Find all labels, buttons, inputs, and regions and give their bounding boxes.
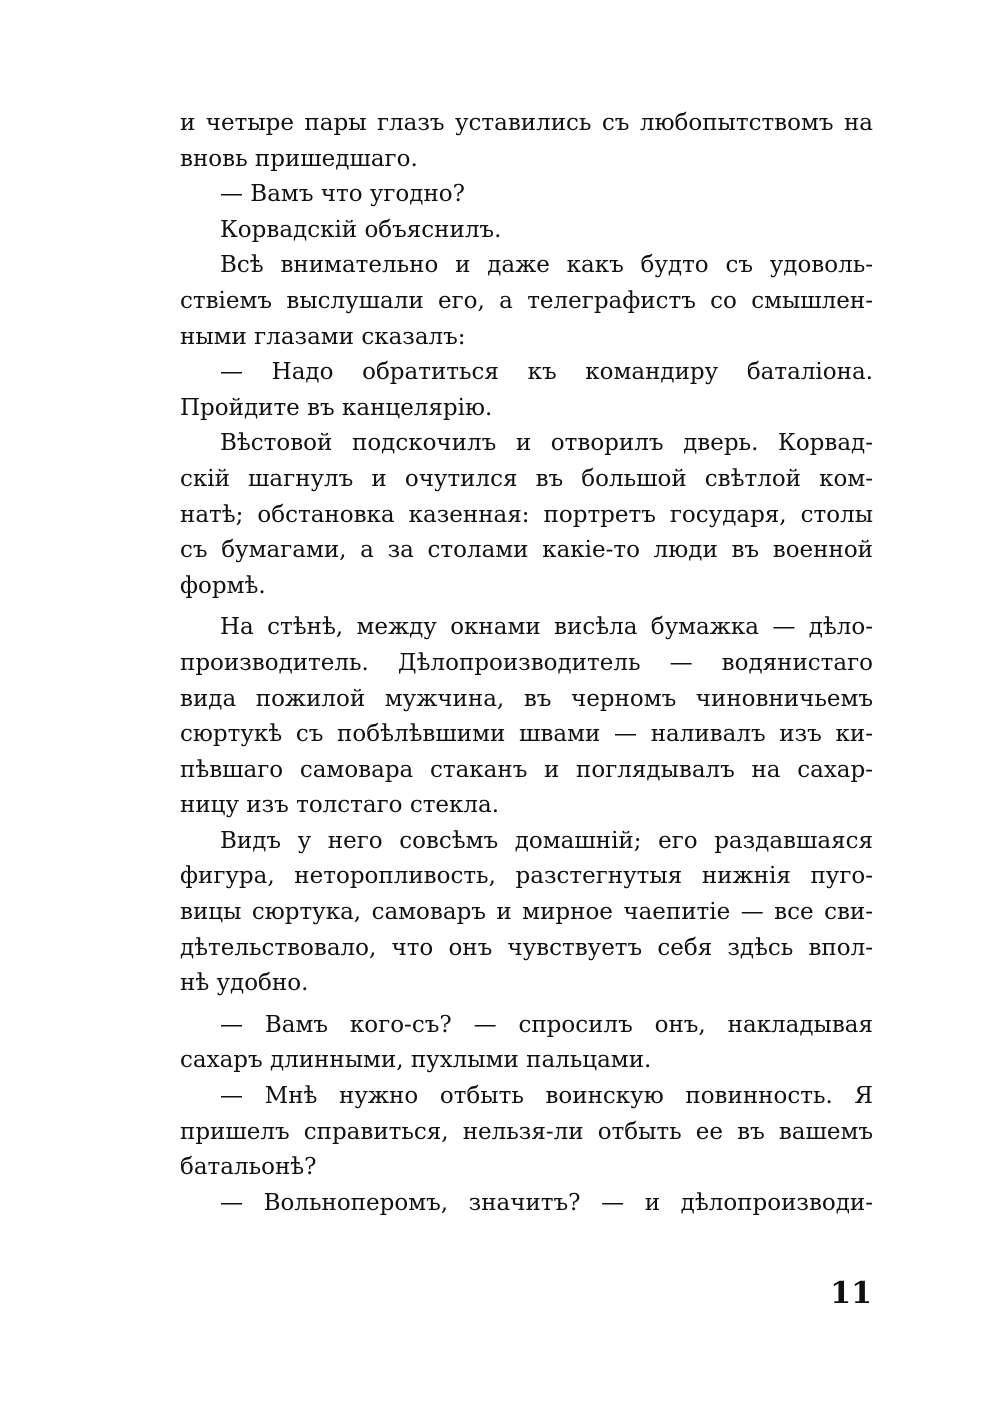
page-number: 11 — [830, 1276, 872, 1311]
text-line: вновь пришедшаго. — [180, 145, 418, 172]
text-line: — Вамъ кого-съ? — спросилъ онъ, накладывая — [220, 1011, 873, 1038]
text-line: Вѣстовой подскочилъ и отворилъ дверь. Корвад- — [220, 430, 873, 457]
text-line: съ бумагами, а за столами какіе-то люди въ военной — [180, 537, 873, 564]
text-line: — Мнѣ нужно отбыть воинскую повинность. Я — [220, 1083, 873, 1110]
page-text — [180, 106, 873, 1221]
text-line: Всѣ внимательно и даже какъ будто съ удоволь- — [220, 252, 873, 279]
text-line: — Вольноперомъ, значитъ? — и дѣлопроизводи- — [220, 1189, 873, 1216]
text-line: Пройдите въ канцелярію. — [180, 394, 493, 421]
text-line: пришелъ справиться, нельзя-ли отбыть ее въ вашемъ — [180, 1118, 873, 1145]
text-line: производитель. Дѣлопроизводитель — водянистаго — [180, 649, 873, 676]
text-line: сахаръ длинными, пухлыми пальцами. — [180, 1047, 652, 1074]
text-line: и четыре пары глазъ уставились съ любопытствомъ на — [180, 110, 873, 136]
text-line: формѣ. — [180, 572, 266, 599]
text-line: дѣтельствовало, что онъ чувствуетъ себя здѣсь впол- — [180, 934, 873, 961]
text-line: натѣ; обстановка казенная: портретъ государя, столы — [180, 501, 873, 528]
text-line: ницу изъ толстаго стекла. — [180, 792, 500, 819]
text-line: На стѣнѣ, между окнами висѣла бумажка — дѣло- — [220, 614, 873, 641]
text-line: фигура, неторопливость, разстегнутыя нижнія пуго- — [180, 863, 873, 890]
text-line: ными глазами сказалъ: — [180, 323, 466, 350]
text-line: батальонѣ? — [180, 1154, 317, 1181]
text-line: ствіемъ выслушали его, а телеграфистъ со смышлен- — [180, 287, 873, 314]
text-line: вицы сюртука, самоваръ и мирное чаепитіе — все сви- — [180, 899, 873, 926]
text-line: Корвадскій объяснилъ. — [220, 216, 502, 243]
text-line: — Надо обратиться къ командиру баталіона. — [220, 359, 873, 386]
text-line: вида пожилой мужчина, въ черномъ чиновничьемъ — [180, 685, 873, 712]
text-line: сюртукѣ съ побѣлѣвшими швами — наливалъ изъ ки- — [180, 721, 873, 748]
text-line: пѣвшаго самовара стаканъ и поглядывалъ на сахар- — [180, 756, 873, 783]
text-line: — Вамъ что угодно? — [220, 181, 465, 208]
text-line: Видъ у него совсѣмъ домашній; его раздавшаяся — [220, 827, 873, 854]
text-line: нѣ удобно. — [180, 970, 309, 997]
text-line: скій шагнулъ и очутился въ большой свѣтлой ком- — [180, 465, 873, 492]
